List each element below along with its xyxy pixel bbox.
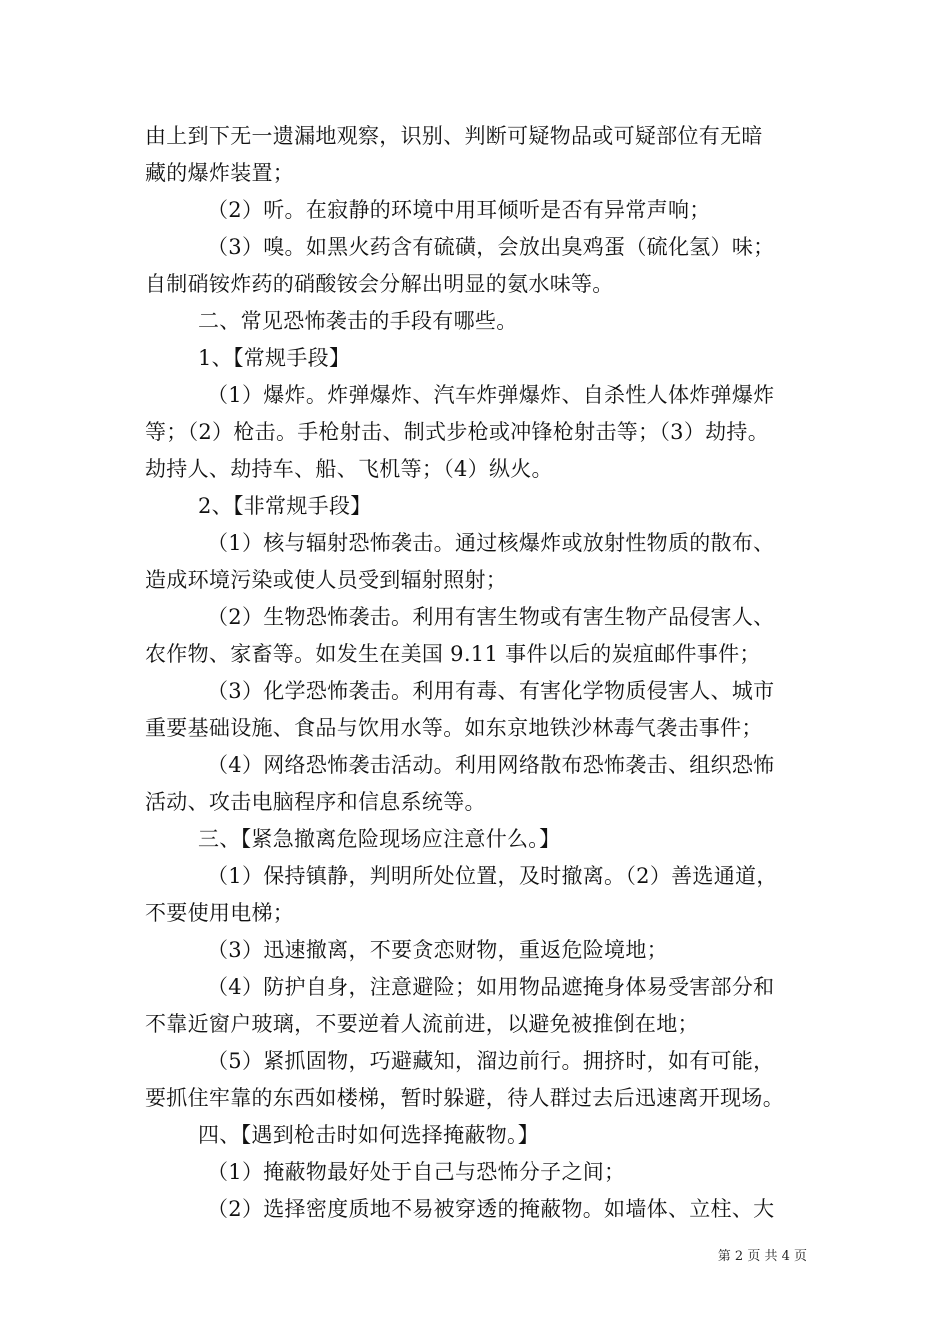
text-line: （2）听。在寂静的环境中用耳倾听是否有异常声响；: [207, 198, 711, 222]
section-heading: 四、【遇到枪击时如何选择掩蔽物。】: [198, 1123, 540, 1147]
text-line: 重要基础设施、食品与饮用水等。如东京地铁沙林毒气袭击事件；: [145, 716, 763, 740]
text-line: （1）核与辐射恐怖袭击。通过核爆炸或放射性物质的散布、: [207, 531, 775, 555]
text-line: （3）化学恐怖袭击。利用有毒、有害化学物质侵害人、城市: [207, 679, 775, 703]
text-line: 不要使用电梯；: [145, 901, 295, 925]
text-line: 要抓住牢靠的东西如楼梯，暂时躲避，待人群过去后迅速离开现场。: [145, 1086, 784, 1110]
text-line: 农作物、家畜等。如发生在美国 9.11 事件以后的炭疽邮件事件；: [145, 642, 761, 666]
text-line: 活动、攻击电脑程序和信息系统等。: [145, 790, 486, 814]
text-line: （4）网络恐怖袭击活动。利用网络散布恐怖袭击、组织恐怖: [207, 753, 775, 777]
page-number: 第 2 页 共 4 页: [717, 1249, 807, 1264]
text-line: 自制硝铵炸药的硝酸铵会分解出明显的氨水味等。: [145, 272, 614, 296]
text-line: （1）爆炸。炸弹爆炸、汽车炸弹爆炸、自杀性人体炸弹爆炸: [207, 383, 775, 407]
section-heading: 三、【紧急撤离危险现场应注意什么。】: [198, 827, 561, 851]
text-line: （3）迅速撤离，不要贪恋财物，重返危险境地；: [207, 938, 668, 962]
text-line: 劫持人、劫持车、船、飞机等；（4）纵火。: [145, 457, 553, 481]
text-line: 由上到下无一遗漏地观察，识别、判断可疑物品或可疑部位有无暗: [145, 124, 763, 148]
text-line: 造成环境污染或使人员受到辐射照射；: [145, 568, 508, 592]
subsection-heading: 1、【常规手段】: [198, 346, 351, 370]
text-line: 不靠近窗户玻璃，不要逆着人流前进，以避免被推倒在地；: [145, 1012, 699, 1036]
section-heading: 二、常见恐怖袭击的手段有哪些。: [198, 309, 518, 333]
text-line: 等；（2）枪击。手枪射击、制式步枪或冲锋枪射击等；（3）劫持。: [145, 420, 770, 444]
document-body: [0, 118, 950, 1228]
subsection-heading: 2、【非常规手段】: [198, 494, 372, 518]
text-line: （2）生物恐怖袭击。利用有害生物或有害生物产品侵害人、: [207, 605, 775, 629]
text-line: （3）嗅。如黑火药含有硫磺，会放出臭鸡蛋（硫化氢）味；: [207, 235, 775, 259]
text-line: （5）紧抓固物，巧避藏知，溜边前行。拥挤时，如有可能，: [207, 1049, 775, 1073]
text-line: （2）选择密度质地不易被穿透的掩蔽物。如墙体、立柱、大: [207, 1197, 775, 1221]
text-line: （4）防护自身，注意避险；如用物品遮掩身体易受害部分和: [207, 975, 775, 999]
text-line: （1）保持镇静，判明所处位置，及时撤离。（2）善选通道，: [207, 864, 778, 888]
text-line: （1）掩蔽物最好处于自己与恐怖分子之间；: [207, 1160, 626, 1184]
text-line: 藏的爆炸装置；: [145, 161, 295, 185]
